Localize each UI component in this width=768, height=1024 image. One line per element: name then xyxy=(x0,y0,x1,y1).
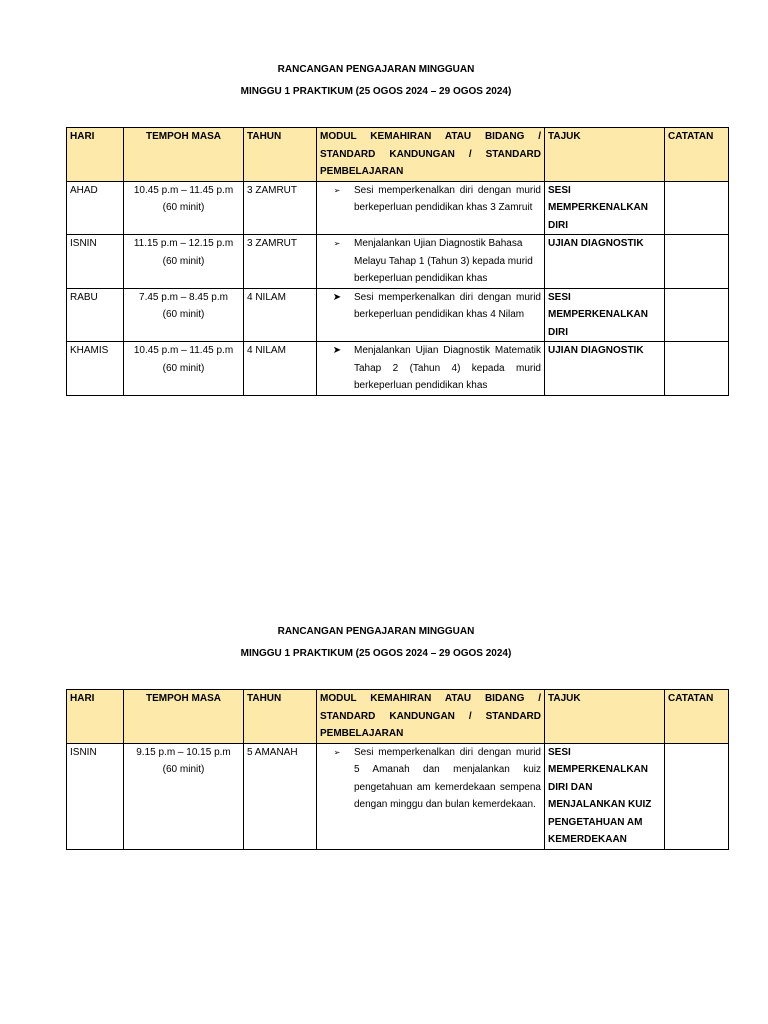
cell-catatan xyxy=(665,743,729,849)
weekly-plan-table xyxy=(66,689,729,850)
plan-section-2 xyxy=(66,622,714,850)
cell-catatan xyxy=(665,288,729,342)
cell-modul xyxy=(317,288,545,342)
time-range: 11.15 p.m – 12.15 p.m xyxy=(133,238,234,249)
table-header-row xyxy=(67,128,729,182)
cell-catatan xyxy=(665,181,729,235)
cell-tempoh xyxy=(124,235,244,289)
weekly-plan-table xyxy=(66,127,729,396)
time-range: 7.45 p.m – 8.45 p.m xyxy=(139,291,228,303)
cell-modul xyxy=(317,342,545,396)
cell-tajuk: SESI MEMPERKENALKAN DIRI xyxy=(545,181,665,235)
cell-modul xyxy=(317,235,545,289)
table-row xyxy=(67,743,729,849)
table-row xyxy=(67,342,729,396)
table-header-row xyxy=(67,690,729,744)
cell-hari: KHAMIS xyxy=(67,342,124,396)
document-subtitle: MINGGU 1 PRAKTIKUM (25 OGOS 2024 – 29 OGOS 2024) xyxy=(240,86,512,97)
modul-text: Menjalankan Ujian Diagnostik Matematik Tahap 2 (Tahun 4) kepada murid berkeperluan pendidikan khas xyxy=(354,345,541,391)
header-modul: MODUL KEMAHIRAN ATAU BIDANG / STANDARD KANDUNGAN / STANDARD PEMBELAJARAN xyxy=(317,690,545,744)
table-row xyxy=(67,288,729,342)
cell-hari: ISNIN xyxy=(67,743,124,849)
cell-modul xyxy=(317,181,545,235)
cell-tahun: 4 NILAM xyxy=(244,342,317,396)
cell-tahun: 3 ZAMRUT xyxy=(244,235,317,289)
cell-tempoh xyxy=(124,288,244,342)
time-range: 9.15 p.m – 10.15 p.m xyxy=(136,746,231,758)
header-tempoh-masa: TEMPOH MASA xyxy=(124,128,244,182)
cell-tempoh xyxy=(124,342,244,396)
cell-catatan xyxy=(665,342,729,396)
cell-tajuk: SESI MEMPERKENALKAN DIRI xyxy=(545,288,665,342)
arrowhead-bullet-icon: ➢ xyxy=(333,185,341,195)
time-range: 10.45 p.m – 11.45 p.m xyxy=(133,345,234,356)
modul-text: Sesi memperkenalkan diri dengan murid berkeperluan pendidikan khas 4 Nilam xyxy=(354,291,541,320)
cell-catatan xyxy=(665,235,729,289)
plan-section-1 xyxy=(66,60,714,396)
cell-tempoh xyxy=(124,181,244,235)
document-subtitle: MINGGU 1 PRAKTIKUM (25 OGOS 2024 – 29 OGOS 2024) xyxy=(240,648,512,659)
header-tahun: TAHUN xyxy=(244,128,317,182)
arrowhead-bullet-icon: ➢ xyxy=(333,747,341,757)
cell-tempoh xyxy=(124,743,244,849)
cell-hari: RABU xyxy=(67,288,124,342)
cell-hari: ISNIN xyxy=(67,235,124,289)
duration: (60 minit) xyxy=(162,255,205,267)
cell-tajuk: UJIAN DIAGNOSTIK xyxy=(545,235,665,289)
cell-tahun: 5 AMANAH xyxy=(244,743,317,849)
cell-tajuk: UJIAN DIAGNOSTIK xyxy=(545,342,665,396)
cell-modul xyxy=(317,743,545,849)
header-catatan: CATATAN xyxy=(665,690,729,744)
header-tajuk: TAJUK xyxy=(545,690,665,744)
cell-hari: AHAD xyxy=(67,181,124,235)
header-hari: HARI xyxy=(67,690,124,744)
document-title: RANCANGAN PENGAJARAN MINGGUAN xyxy=(277,64,475,75)
duration: (60 minit) xyxy=(162,202,205,213)
header-tahun: TAHUN xyxy=(244,690,317,744)
cell-tajuk: SESI MEMPERKENALKAN DIRI DAN MENJALANKAN KUIZ PENGETAHUAN AM KEMERDEKAAN xyxy=(545,743,665,849)
modul-text: Sesi memperkenalkan diri dengan murid berkeperluan pendidikan khas 3 Zamruit xyxy=(354,184,541,213)
modul-text: Sesi memperkenalkan diri dengan murid 5 Amanah dan menjalankan kuiz pengetahuan am kemerdekaan sempena dengan minggu dan bulan kemerdekaan. xyxy=(354,746,541,810)
modul-text: Menjalankan Ujian Diagnostik Bahasa Melayu Tahap 1 (Tahun 3) kepada murid berkeperluan pendidikan khas xyxy=(354,238,533,284)
duration: (60 minit) xyxy=(162,309,205,320)
header-tempoh-masa: TEMPOH MASA xyxy=(124,690,244,744)
header-hari: HARI xyxy=(67,128,124,182)
table-row xyxy=(67,181,729,235)
arrowhead-bullet-icon: ➢ xyxy=(333,239,341,248)
cell-tahun: 3 ZAMRUT xyxy=(244,181,317,235)
header-catatan: CATATAN xyxy=(665,128,729,182)
time-range: 10.45 p.m – 11.45 p.m xyxy=(133,184,234,196)
arrowhead-bullet-icon: ➤ xyxy=(332,291,342,303)
duration: (60 minit) xyxy=(162,764,205,775)
header-modul: MODUL KEMAHIRAN ATAU BIDANG / STANDARD KANDUNGAN / STANDARD PEMBELAJARAN xyxy=(317,128,545,182)
table-row xyxy=(67,235,729,289)
header-tajuk: TAJUK xyxy=(545,128,665,182)
duration: (60 minit) xyxy=(162,362,205,374)
cell-tahun: 4 NILAM xyxy=(244,288,317,342)
document-title: RANCANGAN PENGAJARAN MINGGUAN xyxy=(277,626,475,637)
arrowhead-bullet-icon: ➤ xyxy=(332,345,342,356)
